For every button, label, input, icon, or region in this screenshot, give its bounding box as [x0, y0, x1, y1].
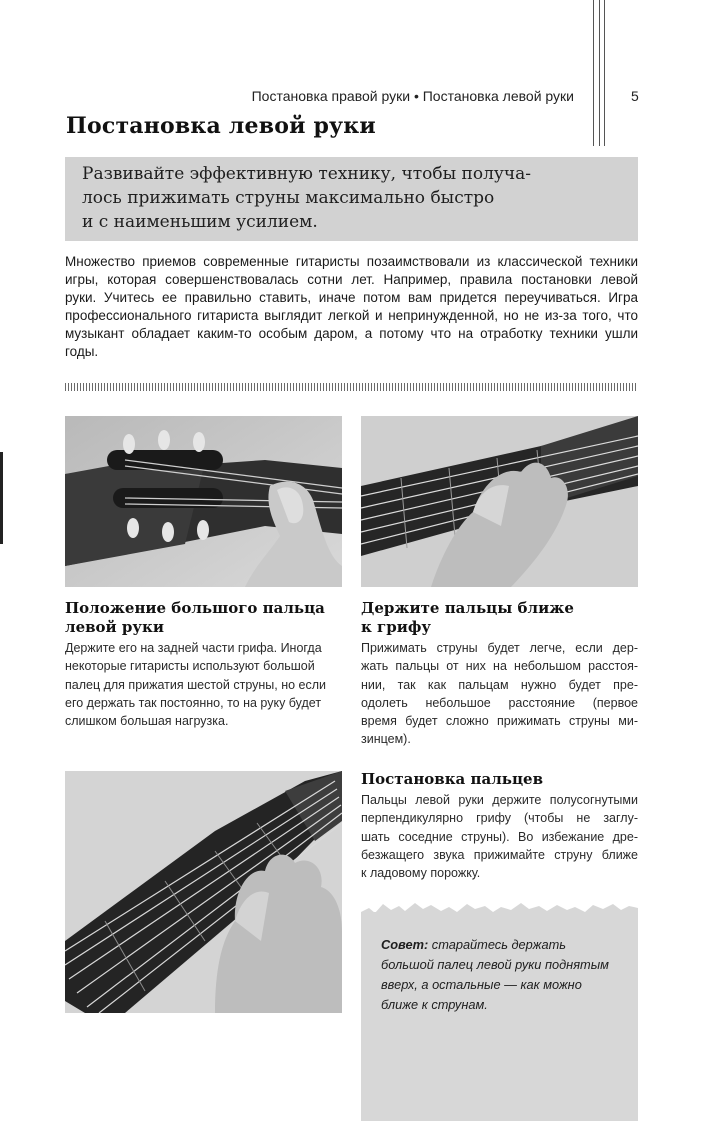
intro-line: руки. Учитесь ее правильно ставить, иначе потом вам придется переучиваться. Игра: [65, 290, 638, 305]
section-title: [361, 770, 638, 789]
section-body: [361, 639, 638, 749]
lead-line: и с наименьшим усилием.: [82, 212, 318, 232]
section-title-line: Положение большого пальца: [65, 599, 325, 617]
section-title-line: Постановка пальцев: [361, 770, 543, 788]
section-body: [65, 639, 342, 730]
section-line: Держите его на задней части грифа. Иногда: [65, 641, 322, 655]
photo-fingers-close: [361, 416, 638, 587]
section-line: жать пальцы от них на небольшом расстоя-: [361, 659, 638, 674]
intro-line: игры, которая совершенствовалась сотни лет. Например, правила постановки левой: [65, 272, 638, 287]
section-title: [361, 599, 638, 637]
section-finger-placement: [361, 770, 638, 882]
section-line: Прижимать струны будет легче, если дер-: [361, 641, 638, 655]
lead-box: [65, 157, 638, 241]
intro-line: музыкант обладает каким-то особым даром, а потому что на отработку техники ушли: [65, 326, 638, 341]
tip-line: ближе к струнам.: [381, 997, 488, 1012]
section-title-line: Держите пальцы ближе: [361, 599, 574, 617]
lead-line: лось прижимать струны максимально быстро: [82, 188, 495, 208]
photo-finger-placement: [65, 771, 342, 1013]
photo-thumb-position-image: [65, 416, 342, 587]
margin-rule-line: [604, 0, 605, 146]
page-number: 5: [631, 88, 639, 104]
section-line: зинцем).: [361, 732, 411, 747]
photo-thumb-position: [65, 416, 342, 587]
intro-line: Множество приемов современные гитаристы позаимствовали из классической техники: [65, 254, 638, 269]
section-line: некоторые гитаристы используют большой: [65, 659, 315, 674]
page-title: Постановка левой руки: [66, 113, 376, 139]
section-fingers-close: [361, 599, 638, 749]
intro-line: профессионального гитариста выглядит легкой и непринужденной, но не из-за того, что: [65, 308, 638, 323]
section-line: время будет сложно прижимать струны ми-: [361, 714, 638, 729]
margin-rule-line: [599, 0, 600, 146]
tip-text: [381, 935, 626, 1015]
photo-fingers-close-image: [361, 416, 638, 587]
section-title-line: левой руки: [65, 618, 164, 636]
section-line: Пальцы левой руки держите полусогнутыми: [361, 793, 638, 807]
intro-line: годы.: [65, 344, 99, 359]
running-head: Постановка правой руки • Постановка левой руки: [251, 88, 574, 104]
section-title: [65, 599, 342, 637]
section-line: палец для прижатия шестой струны, но если: [65, 677, 327, 692]
section-line: одолеть небольшое расстояние (первое: [361, 695, 638, 710]
photo-finger-placement-image: [65, 771, 342, 1013]
lead-line: Развивайте эффективную технику, чтобы получа-: [82, 164, 531, 184]
section-line: к ладовому порожку.: [361, 866, 481, 881]
section-line: перпендикулярно грифу (чтобы не заглу-: [361, 811, 638, 826]
intro-paragraph: [65, 253, 638, 361]
page-edge-mark: [0, 452, 3, 544]
section-thumb-position: [65, 599, 342, 730]
section-line: безжащего звука прижимайте струну ближе: [361, 847, 638, 862]
tip-label: Совет:: [381, 937, 429, 952]
margin-rule-line: [593, 0, 594, 146]
section-line: шать соседние струны). Во избежание дре-: [361, 829, 638, 844]
section-line: его держать так постоянно, то на руку будет: [65, 695, 322, 710]
tip-line: вверх, а остальные — как можно: [381, 977, 582, 992]
tip-line: [381, 935, 626, 955]
section-title-line: к грифу: [361, 618, 431, 636]
dotted-divider: [65, 383, 638, 391]
section-body: [361, 791, 638, 882]
section-line: слишком большая нагрузка.: [65, 714, 229, 729]
tip-line-rest: старайтесь держать: [428, 937, 566, 952]
torn-edge-decoration: [361, 898, 638, 918]
tip-line: большой палец левой руки поднятым: [381, 957, 609, 972]
section-line: нии, так как пальцам нужно будет пре-: [361, 677, 638, 692]
